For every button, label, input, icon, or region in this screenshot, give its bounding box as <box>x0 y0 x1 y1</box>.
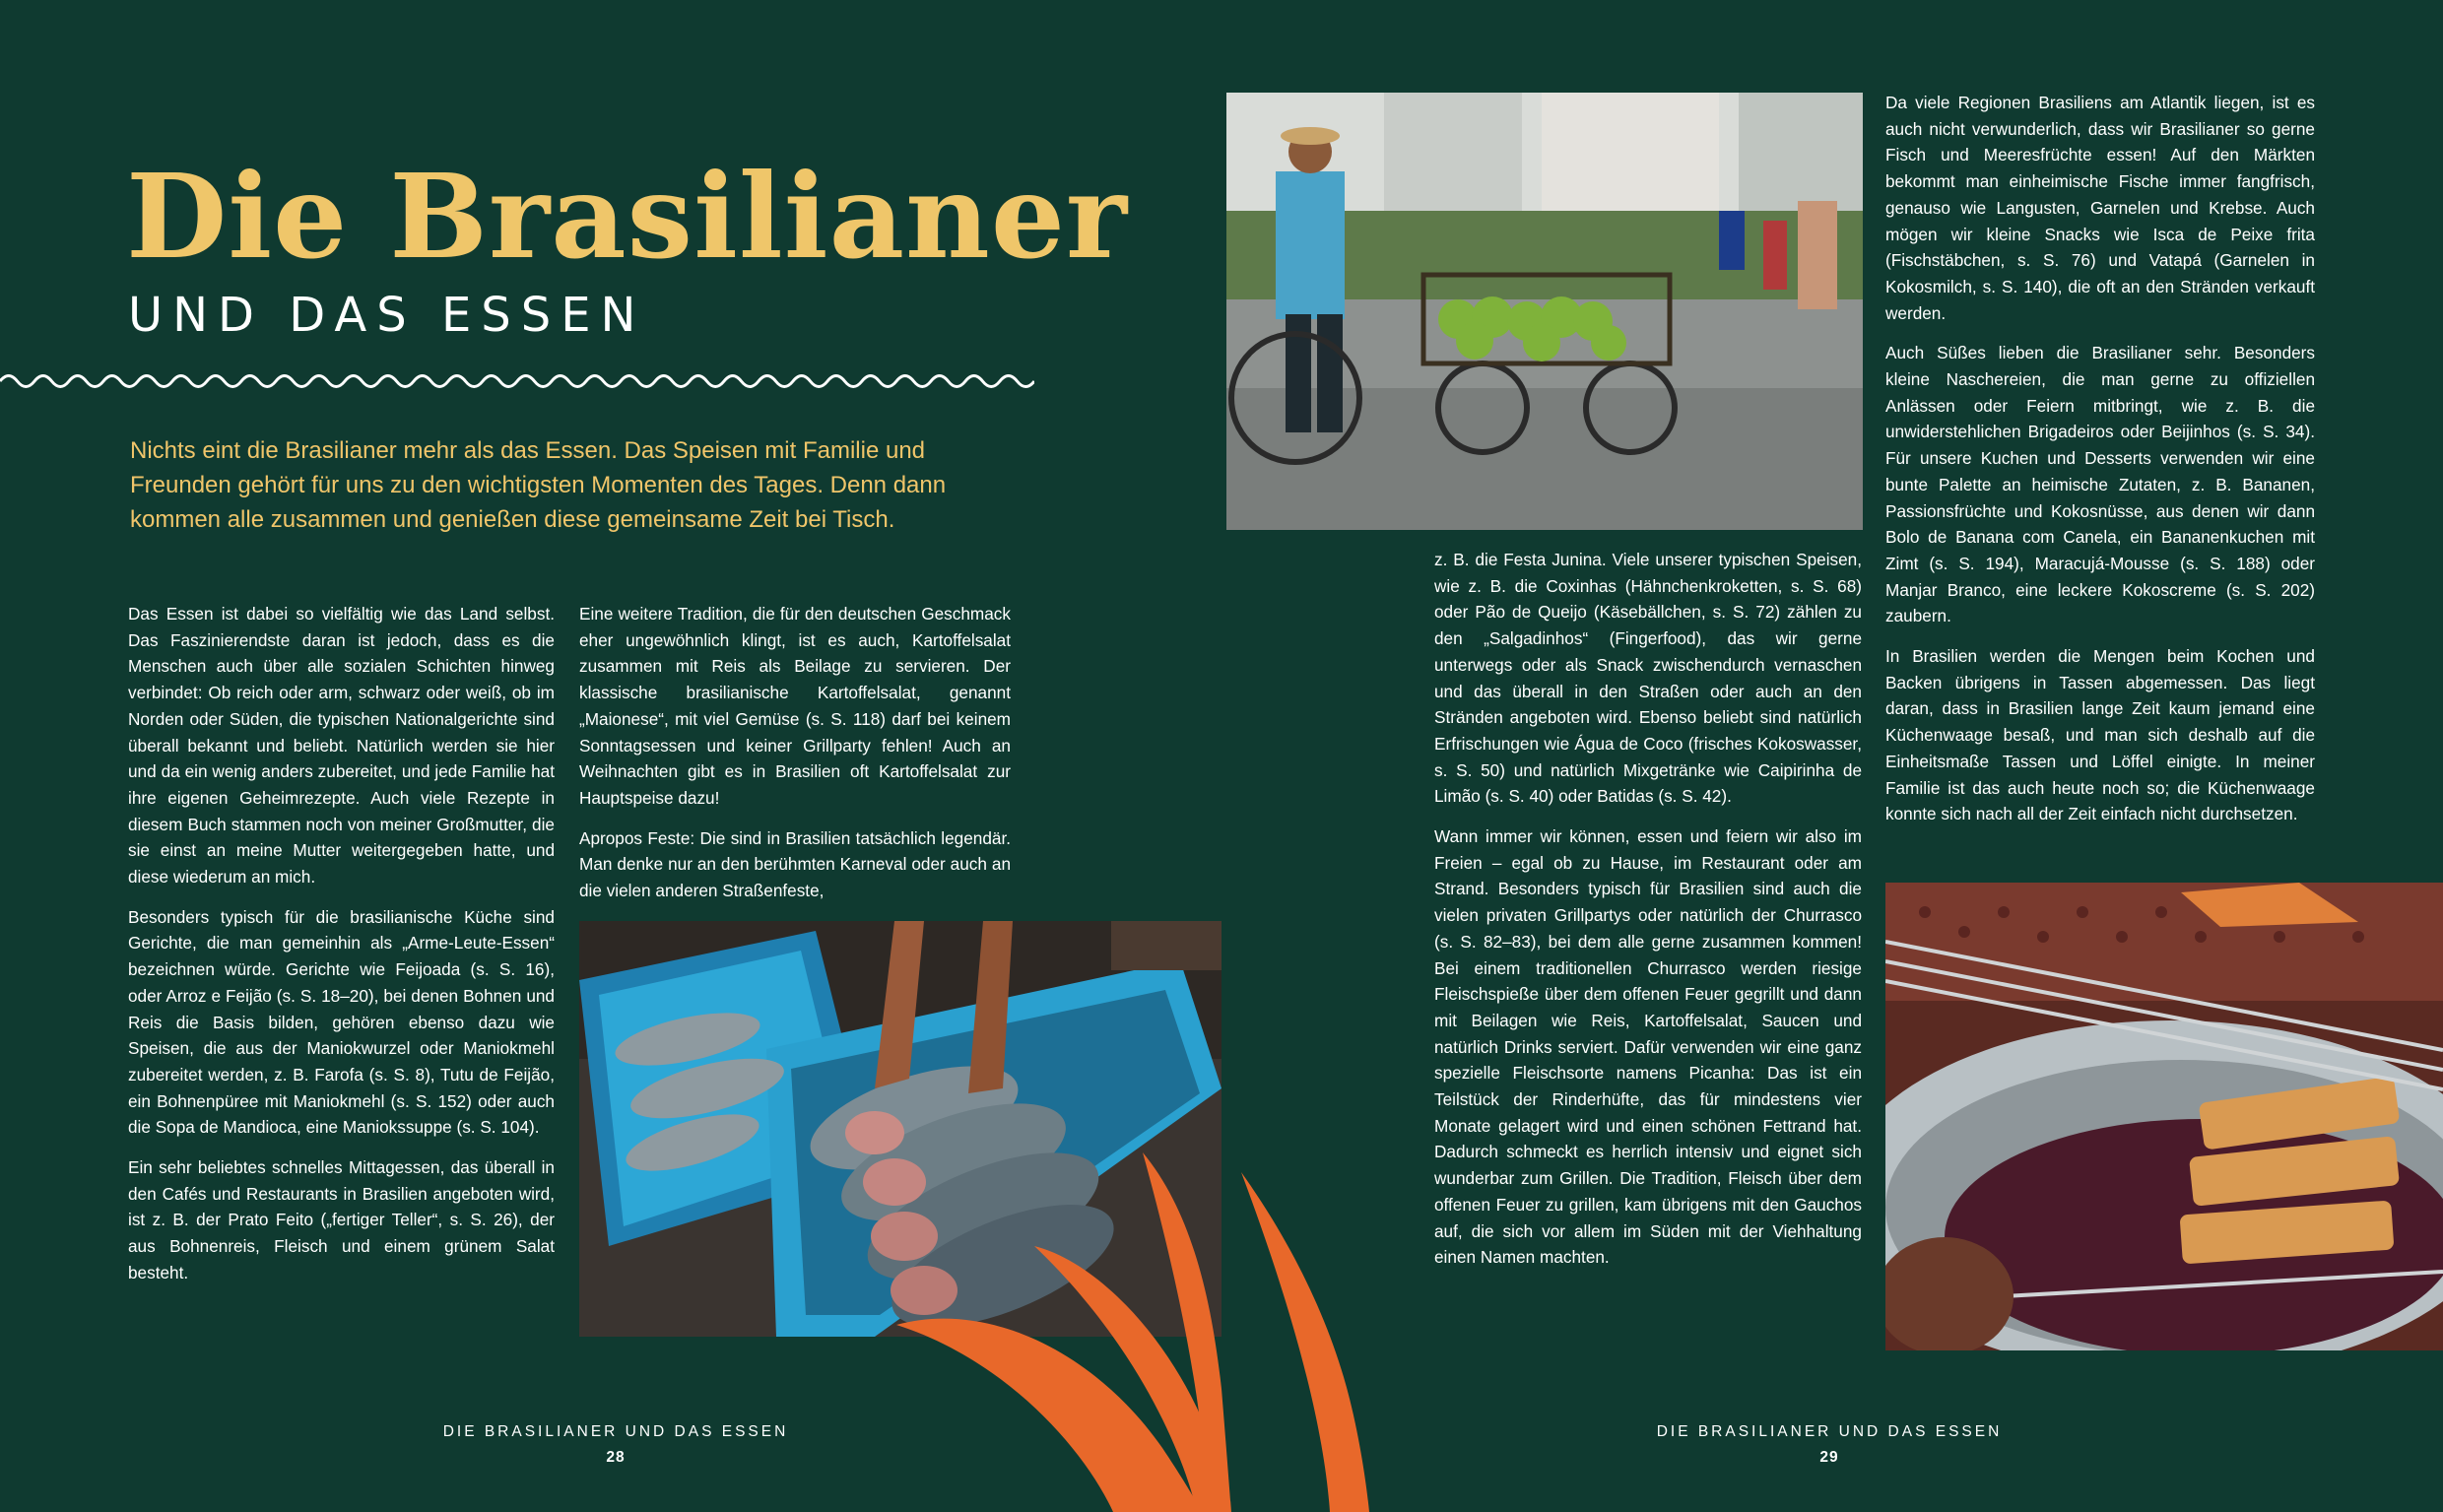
paragraph: Apropos Feste: Die sind in Brasilien tatsächlich legendär. Man denke nur an den berühmten Karneval oder auch an die vielen anderen Straßenfeste, <box>579 827 1011 901</box>
paragraph: z. B. die Festa Junina. Viele unserer typischen Speisen, wie z. B. die Coxinhas (Hähnchenkroketten, s. S. 68) oder Pão de Queijo (Käsebällchen, s. S. 72) zählen zu den „Salgadinhos“ (Fingerfood), das wir gerne unterwegs oder als Snack zwischendurch vernaschen und das überall in den Straßen oder auch an den Stränden angeboten wird. Ebenso beliebt sind natürlich Erfrischungen wie Água de Coco (frisches Kokoswasser, s. S. 50) und natürlich Mixgetränke wie Caipirinha de Limão (s. S. 40) oder Batidas (s. S. 42). <box>1434 550 1862 807</box>
paragraph: Wann immer wir können, essen und feiern wir also im Freien – egal ob zu Hause, im Restaurant oder am Strand. Besonders typisch für Brasilien sind auch die vielen privaten Grillpartys oder natürlich der Churrasco (s. S. 82–83), bei dem alle gerne zusammen kommen! Bei einem traditionellen Churrasco werden riesige Fleischspieße über dem offenen Feuer gegrillt und dann mit Beilagen wie Reis, Kartoffelsalat, Saucen und natürlich Drinks serviert. Dafür verwenden wir eine ganz spezielle Fleischsorte namens Picanha: Das ist ein Teilstück der Rinderhüfte, das für mindestens vier Monate gelagert wird und einen schönen Fettrand hat. Dadurch schmeckt es herrlich intensiv und eignet sich wunderbar zum Grillen. Die Tradition, Fleisch über dem offenen Feuer zu grillen, kam übrigens mit den Gauchos auf, die sich vor allem im Süden mit der Viehhaltung einen Namen machten. <box>1434 826 1862 1268</box>
running-footer-label: DIE BRASILIANER UND DAS ESSEN <box>1656 1423 2003 1440</box>
paragraph: In Brasilien werden die Mengen beim Kochen und Backen übrigens in Tassen abgemessen. Das liegt daran, dass in Brasilien lange Zeit kaum jemand eine Küchenwaage besaß, und man sich deshalb auf die Einheitsmaße Tassen und Löffel einigte. In meiner Familie ist das auch heute noch so; die Küchenwaage konnte sich nach all der Zeit einfach nicht durchsetzen. <box>1885 646 2315 824</box>
page-number: 29 <box>1819 1449 1839 1466</box>
text-column-1 <box>128 601 555 1300</box>
text-column-3 <box>1434 547 1862 1284</box>
street-vendor-photo <box>1226 93 1863 530</box>
running-footer-label: DIE BRASILIANER UND DAS ESSEN <box>442 1423 789 1440</box>
page-subtitle: UND DAS ESSEN <box>128 288 646 343</box>
text-column-2 <box>579 601 1011 918</box>
page-number: 28 <box>606 1449 626 1466</box>
wave-divider <box>0 366 1034 396</box>
text-column-4 <box>1885 90 2315 841</box>
footer-right <box>1534 1423 2125 1467</box>
lead-paragraph: Nichts eint die Brasilianer mehr als das Essen. Das Speisen mit Familie und Freunden gehört für uns zu den wichtigsten Momenten des Tages. Denn dann kommen alle zusammen und genießen diese gemeinsame Zeit bei Tisch. <box>130 437 947 533</box>
paragraph: Besonders typisch für die brasilianische Küche sind Gerichte, die man gemeinhin als „Arme-Leute-Essen“ bezeichnen würde. Gerichte wie Feijoada (s. S. 16), oder Arroz e Feijão (s. S. 18–20), bei denen Bohnen und Reis die Basis bilden, gehören ebenso dazu wie Speisen, die aus der Maniokwurzel oder Maniokmehl zubereitet werden, z. B. Farofa (s. S. 8), Tutu de Feijão, ein Bohnenpüree mit Maniokmehl (s. S. 152) oder auch die Sopa de Mandioca, eine Maniokssuppe (s. S. 104). <box>128 906 555 1138</box>
page-title: Die Brasilianer <box>126 148 1129 285</box>
paragraph: Da viele Regionen Brasiliens am Atlantik liegen, ist es auch nicht verwunderlich, dass wir Brasilianer so gerne Fisch und Meeresfrüchte essen! Auf den Märkten bekommt man einheimische Fische immer fangfrisch, genauso wie Langusten, Garnelen und Krebse. Auch mögen wir kleine Snacks wie Isca de Peixe frita (Fischstäbchen, s. S. 76) und Vatapá (Garnelen in Kokosmilch, s. S. 140), die oft an den Stränden verkauft werden. <box>1885 93 2315 323</box>
paragraph: Das Essen ist dabei so vielfältig wie das Land selbst. Das Faszinierendste daran ist jedoch, dass es die Menschen auch über alle sozialen Schichten hinweg verbindet: Ob reich oder arm, schwarz oder weiß, ob im Norden oder Süden, die typischen Nationalgerichte sind überall bekannt und beliebt. Natürlich werden sie hier und da ein wenig anders zubereitet, und jede Familie hat ihre eigenen Geheimrezepte. Auch viele Rezepte in diesem Buch stammen noch von meiner Großmutter, die sie einst an meine Mutter weitergegeben hatte, und diese wiederum an mich. <box>128 604 555 887</box>
pastel-frying-photo <box>1885 883 2443 1350</box>
paragraph: Eine weitere Tradition, die für den deutschen Geschmack eher ungewöhnlich klingt, ist es auch, Kartoffelsalat zusammen mit Reis als Beilage zu servieren. Der klassische brasilianische Kartoffelsalat, genannt „Maionese“, mit viel Gemüse (s. S. 118) darf bei keinem Sonntagsessen und keiner Grillparty fehlen! Auch an Weihnachten gibt es in Brasilien oft Kartoffelsalat zur Hauptspeise dazu! <box>579 604 1011 808</box>
footer-left <box>320 1423 911 1467</box>
paragraph: Auch Süßes lieben die Brasilianer sehr. Besonders kleine Naschereien, die man gerne zu offiziellen Anlässen oder Feiern mitbringt, wie z. B. die unwiderstehlichen Brigadeiros oder Beijinhos (s. S. 34). Für unsere Kuchen und Desserts verwenden wir eine bunte Palette an heimische Zutaten, z. B. Bananen, Passionsfrüchte und Kokosnüsse, aus denen wir dann Bolo de Banana com Canela, ein Bananenkuchen mit Zimt (s. S. 194), Maracujá-Mousse (s. S. 188) oder Manjar Branco, eine leckere Kokoscreme (s. S. 202) zaubern. <box>1885 343 2315 626</box>
paragraph: Ein sehr beliebtes schnelles Mittagessen, das überall in den Cafés und Restaurants in Brasilien angeboten wird, ist z. B. der Prato Feito („fertiger Teller“, s. S. 26), der aus Bohnenreis, Fleisch und einem grünem Salat besteht. <box>128 1157 555 1282</box>
